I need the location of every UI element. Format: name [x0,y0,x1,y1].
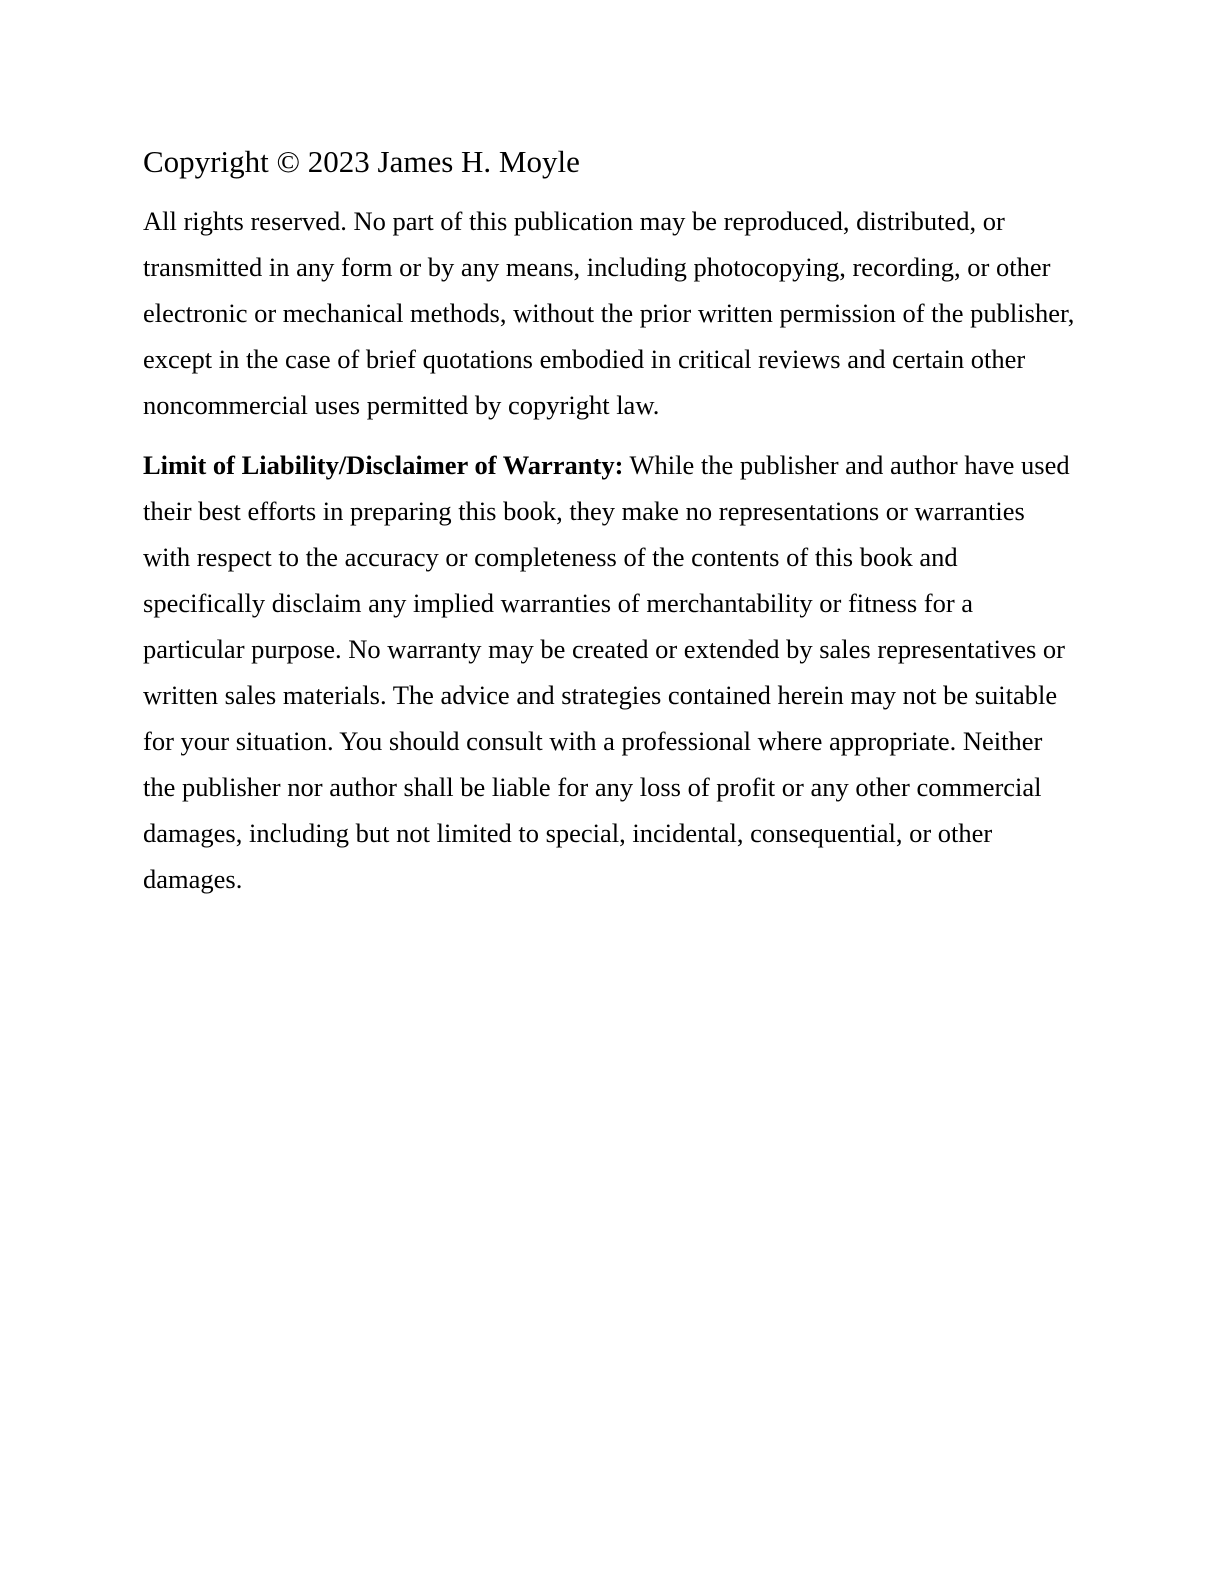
page-content [143,140,1078,916]
disclaimer-heading: Limit of Liability/Disclaimer of Warranty: [143,450,624,480]
copyright-notice: Copyright © 2023 James H. Moyle [143,144,580,179]
disclaimer-body: While the publisher and author have used their best efforts in preparing this book, they make no representations or warranties with respect to the accuracy or completeness of the contents of this book and specifically disclaim any implied warranties of merchantability or fitness for a particular purpose. No warranty may be created or extended by sales representatives or written sales materials. The advice and strategies contained herein may not be suitable for your situation. You should consult with a professional where appropriate. Neither the publisher nor author shall be liable for any loss of profit or any other commercial damages, including but not limited to special, incidental, consequential, or other damages. [143,450,1070,894]
rights-reserved-paragraph: All rights reserved. No part of this publication may be reproduced, distributed, or transmitted in any form or by any means, including photocopying, recording, or other electronic or mechanical methods, without the prior written permission of the publisher, except in the case of brief quotations embodied in critical reviews and certain other noncommercial uses permitted by copyright law. [143,206,1075,420]
disclaimer-paragraph [143,442,1078,902]
